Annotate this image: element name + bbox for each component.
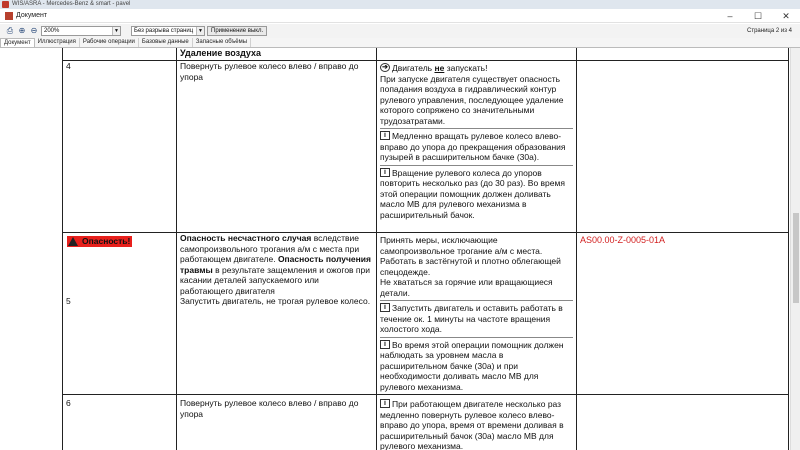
info-icon: i xyxy=(380,303,390,312)
document-viewport xyxy=(0,48,790,450)
step-number: 4 xyxy=(63,61,177,233)
tab-spare-volumes[interactable]: Запасные объёмы xyxy=(193,38,251,47)
danger-label xyxy=(67,236,132,247)
close-button[interactable]: ✕ xyxy=(782,11,790,21)
danger-measures: Принять меры, исключающие самопроизвольное трогание а/м с места. Работать в застёгнутой и плотно облегающей спецодежде. Не хвататься за горячие или вращающиеся детали. xyxy=(380,235,561,298)
chevron-down-icon: ▼ xyxy=(196,27,204,35)
zoom-in-icon[interactable]: ⊕ xyxy=(18,26,26,35)
note-text: Медленно вращать рулевое колесо влево-вправо до упора до прекращения образования пузырей в расширительном бачке (30a). xyxy=(380,131,566,162)
step-notes xyxy=(377,395,577,450)
step-action xyxy=(177,233,377,395)
note-text: Вращение рулевого колеса до упоров повторить несколько раз (до 30 раз). Во время этой операции помощник должен доливать масло MB для рулевого механизма в расширительный бачок. xyxy=(380,167,565,220)
scrollbar-thumb[interactable] xyxy=(793,213,799,303)
chevron-down-icon: ▼ xyxy=(112,27,120,35)
note-emphasis: не xyxy=(434,63,445,73)
section-header-row xyxy=(63,48,789,61)
step-notes xyxy=(377,233,577,395)
zoom-out-icon[interactable]: ⊖ xyxy=(30,26,38,35)
page-mode-value: Без разрыва страниц xyxy=(134,28,194,34)
info-icon: i xyxy=(380,131,390,140)
tab-work-operations[interactable]: Рабочие операции xyxy=(80,38,139,47)
tab-illustration[interactable]: Иллюстрация xyxy=(35,38,80,47)
section-header: Удаление воздуха xyxy=(177,48,377,61)
vertical-scrollbar[interactable] xyxy=(790,48,800,450)
note-block xyxy=(380,300,573,337)
info-icon: i xyxy=(380,399,390,408)
note-head: Двигатель xyxy=(392,63,435,73)
note-text: Во время этой операции помощник должен наблюдать за уровнем масла в расширительном бачке (30a) и при необходимости доливать масло MB для рулевого механизма. xyxy=(380,339,564,392)
zoom-value: 200% xyxy=(44,28,60,34)
toolbar xyxy=(0,24,800,38)
note-text: При работающем двигателе несколько раз медленно повернуть рулевое колесо влево-вправо до упора, время от времени доливая в расширительный бачок (30a) масло MB для рулевого механизма. xyxy=(380,399,564,450)
note-block xyxy=(380,128,573,165)
danger-cell xyxy=(63,233,177,395)
tab-document[interactable]: Документ xyxy=(0,38,35,47)
minimize-button[interactable]: – xyxy=(727,11,733,21)
danger-label-text: Опасность! xyxy=(82,236,131,246)
step-number: 6 xyxy=(63,395,177,450)
table-row xyxy=(63,395,789,450)
window-title: Документ xyxy=(16,12,48,19)
warning-icon: ➔ xyxy=(380,63,390,72)
document-table-container xyxy=(62,48,788,450)
note-block xyxy=(380,337,573,395)
info-icon: i xyxy=(380,340,390,349)
danger-description: Опасность несчастного случая вследствие самопроизвольного трогания а/м с места при работающем двигателе. Опасность получения травмы в результате защемления и ожогов при касании деталей запускаемого или работающего двигателя xyxy=(180,233,371,296)
note-head-tail: запускать! xyxy=(444,63,488,73)
step-number: 5 xyxy=(66,296,71,306)
page-mode-select[interactable] xyxy=(131,26,205,36)
app-logo-icon xyxy=(2,1,9,8)
note-text: При запуске двигателя существует опасность попадания воздуха в гидравлический контур рулевого управления, последующее удаление которого сопряжено со значительными трудозатратами. xyxy=(380,73,564,126)
step-notes xyxy=(377,61,577,233)
print-icon[interactable]: ⎙ xyxy=(6,26,14,35)
tab-basic-data[interactable]: Базовые данные xyxy=(139,38,193,47)
zoom-select[interactable] xyxy=(41,26,121,36)
reference-link[interactable]: AS00.00-Z-0005-01A xyxy=(580,235,666,245)
apply-button[interactable]: Применение выкл. xyxy=(207,26,267,36)
note-block xyxy=(380,61,573,128)
procedure-table xyxy=(62,48,789,450)
table-row xyxy=(63,233,789,395)
document-window-bar xyxy=(0,9,800,23)
note-block xyxy=(380,165,573,223)
info-icon: i xyxy=(380,168,390,177)
window-controls xyxy=(716,9,800,23)
note-block xyxy=(380,397,573,450)
app-title: WIS/ASRA - Mercedes-Benz & smart - pavel xyxy=(12,1,131,7)
page-indicator: Страница 2 из 4 xyxy=(747,28,792,34)
step-action: Повернуть рулевое колесо влево / вправо до упора xyxy=(177,395,377,450)
tab-bar xyxy=(0,38,800,48)
table-row xyxy=(63,61,789,233)
document-icon xyxy=(5,12,13,20)
step-action: Повернуть рулевое колесо влево / вправо до упора xyxy=(177,61,377,233)
danger-triangle-icon xyxy=(68,237,78,246)
app-title-bar xyxy=(0,0,800,9)
step-action-text: Запустить двигатель, не трогая рулевое колесо. xyxy=(180,296,371,306)
maximize-button[interactable]: ☐ xyxy=(753,11,763,21)
note-text: Запустить двигатель и оставить работать в течение ок. 1 минуты на частоте вращения холостого хода. xyxy=(380,303,563,334)
